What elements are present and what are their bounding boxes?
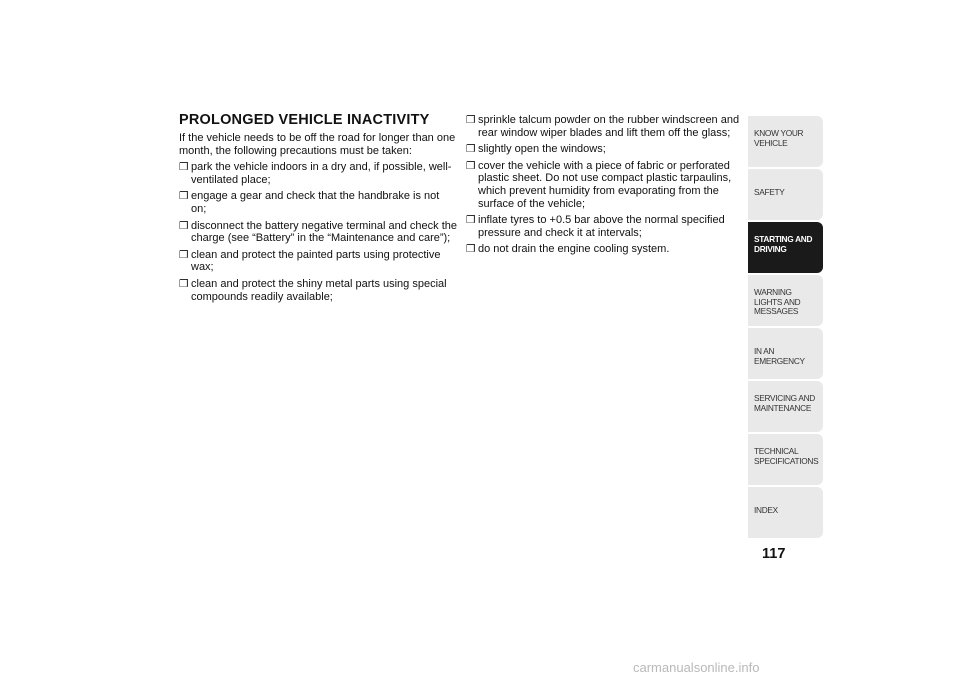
tab-know-your-vehicle[interactable]: KNOW YOUR VEHICLE [748,116,823,167]
list-item: ❒ inflate tyres to +0.5 bar above the normal specified pressure and check it at intervals; [466,214,725,239]
tab-starting-and-driving[interactable]: STARTING AND DRIVING [748,222,823,273]
intro-paragraph: If the vehicle needs to be off the road for longer than one month, the following precautions must be taken: [179,132,456,157]
list-item: ❒ clean and protect the shiny metal parts using special compounds readily available; [179,277,447,303]
list-item: ❒ slightly open the windows; [466,143,606,156]
chapter-tabs [748,116,823,540]
checkbox-bullet-icon: ❒ [466,159,476,172]
checkbox-bullet-icon: ❒ [179,248,189,261]
list-item: ❒ sprinkle talcum powder on the rubber windscreen and rear window wiper blades and lift them off the glass; [466,114,740,139]
precautions-list-right [466,114,744,256]
tab-in-an-emergency[interactable]: IN AN EMERGENCY [748,328,823,379]
list-item: ❒ disconnect the battery negative terminal and check the charge (see “Battery” in the “Maintenance and care”); [179,219,457,245]
checkbox-bullet-icon: ❒ [179,277,189,290]
list-item: ❒ engage a gear and check that the handbrake is not on; [179,190,440,215]
watermark: carmanualsonline.info [633,660,760,675]
checkbox-bullet-icon: ❒ [179,161,189,174]
tab-technical-specifications[interactable]: TECHNICAL SPECIFICATIONS [748,434,823,485]
list-item: ❒ do not drain the engine cooling system. [466,243,670,256]
precautions-list-left [179,161,457,303]
list-item: ❒ park the vehicle indoors in a dry and, if possible, well-ventilated place; [179,161,452,186]
tab-servicing-and-maintenance[interactable]: SERVICING AND MAINTENANCE [748,381,823,432]
tab-safety[interactable]: SAFETY [748,169,823,220]
checkbox-bullet-icon: ❒ [179,190,189,203]
checkbox-bullet-icon: ❒ [466,214,476,227]
checkbox-bullet-icon: ❒ [466,114,476,126]
checkbox-bullet-icon: ❒ [466,243,476,256]
list-item: ❒ clean and protect the painted parts using protective wax; [179,248,441,274]
checkbox-bullet-icon: ❒ [466,143,476,156]
left-column [179,132,457,307]
checkbox-bullet-icon: ❒ [179,219,189,232]
right-column [466,114,744,260]
list-item: ❒ cover the vehicle with a piece of fabric or perforated plastic sheet. Do not use compact plastic tarpaulins, which prevent humidity from evaporating from the surface of the vehicle; [466,159,732,210]
page-number: 117 [762,546,786,562]
tab-index[interactable]: INDEX [748,487,823,538]
section-heading: PROLONGED VEHICLE INACTIVITY [179,112,430,128]
tab-warning-lights-and-messages[interactable]: WARNING LIGHTS AND MESSAGES [748,275,823,326]
